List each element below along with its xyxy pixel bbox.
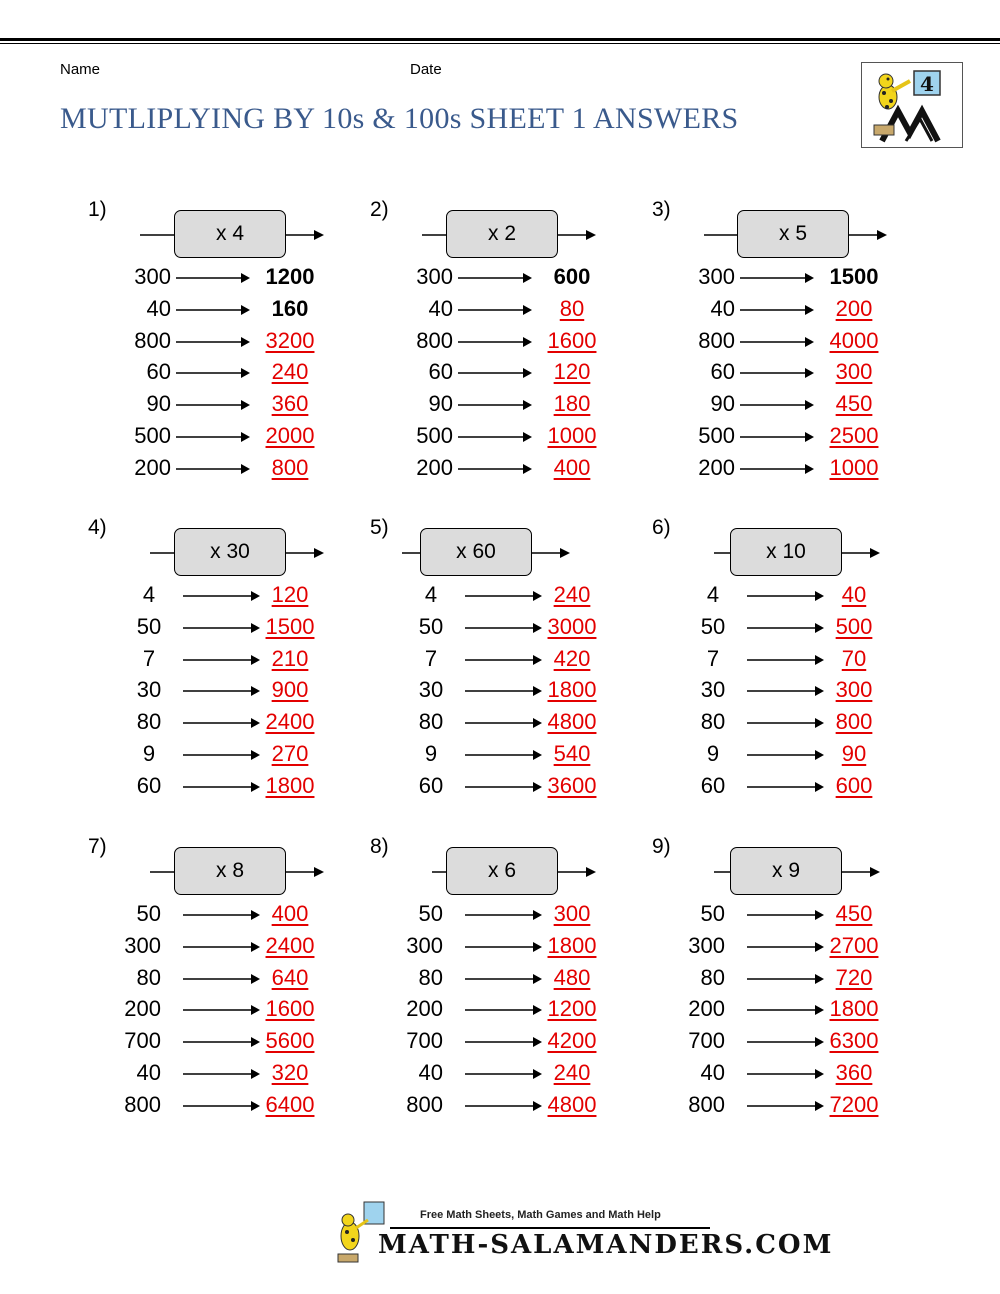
input-value: 40 <box>418 1060 443 1085</box>
answer-value: 240 <box>271 359 309 385</box>
problem-row <box>370 963 640 993</box>
answer-value: 360 <box>835 1060 873 1085</box>
problem-number: 3) <box>652 198 671 221</box>
answer-value: 800 <box>271 454 309 480</box>
problem-row <box>652 262 922 292</box>
multiplier-box: x 6 <box>446 847 558 895</box>
problem-number: 9) <box>652 835 671 858</box>
answer-value: 400 <box>553 454 591 480</box>
problem-row <box>652 931 922 961</box>
answer-value: 540 <box>553 741 591 766</box>
answer-value: 1800 <box>547 932 597 958</box>
salamander-logo-icon <box>862 63 962 147</box>
answer-value: 600 <box>835 772 873 798</box>
problem-row <box>370 771 640 801</box>
answer-value: 320 <box>271 1060 309 1085</box>
input-value: 700 <box>688 1028 725 1054</box>
input-value: 50 <box>136 613 162 639</box>
answer-value: 1000 <box>547 423 597 448</box>
multiplier-box: x 2 <box>446 210 558 258</box>
salamander-logo <box>861 62 963 148</box>
problem-row <box>88 580 358 610</box>
problem-row <box>652 771 922 801</box>
problem-row <box>652 899 922 929</box>
problem-number: 4) <box>88 516 107 539</box>
answer-value: 300 <box>835 359 873 385</box>
problem-row <box>652 994 922 1024</box>
problem-row <box>370 994 640 1024</box>
input-value: 7 <box>706 645 720 671</box>
problem-7 <box>88 835 358 1135</box>
answer-value: 480 <box>553 964 591 990</box>
input-value: 300 <box>688 932 725 958</box>
problem-number: 5) <box>370 516 389 539</box>
footer-brand: MATH-SALAMANDERS.COM <box>378 1230 834 1260</box>
input-value: 80 <box>418 964 443 990</box>
answer-value: 420 <box>553 645 591 671</box>
problem-number: 1) <box>88 198 107 221</box>
input-value: 40 <box>710 295 735 321</box>
input-value: 60 <box>700 772 726 798</box>
name-label: Name <box>60 61 101 78</box>
multiplier-box: x 4 <box>174 210 286 258</box>
input-value: 80 <box>136 964 161 990</box>
problem-row <box>88 644 358 674</box>
input-value: 40 <box>700 1060 725 1085</box>
problem-number: 6) <box>652 516 671 539</box>
input-value: 200 <box>406 996 443 1022</box>
problem-row <box>88 771 358 801</box>
answer-value: 90 <box>841 741 867 766</box>
answer-value: 2700 <box>829 932 879 958</box>
answer-value: 240 <box>553 582 591 607</box>
answer-value: 5600 <box>265 1028 315 1054</box>
problem-row <box>652 963 922 993</box>
input-value: 800 <box>124 1091 161 1117</box>
input-value: 60 <box>418 772 444 798</box>
problem-row <box>652 453 922 483</box>
problem-row <box>88 739 358 769</box>
problem-row <box>370 357 640 387</box>
problem-row <box>370 707 640 737</box>
problem-row <box>88 421 358 451</box>
problem-row <box>370 262 640 292</box>
problem-row <box>370 1090 640 1120</box>
input-value: 300 <box>406 932 443 958</box>
problem-row <box>652 421 922 451</box>
logo-digit: 4 <box>920 72 934 96</box>
answer-value: 4800 <box>547 1091 597 1117</box>
problem-number: 2) <box>370 198 389 221</box>
input-value: 700 <box>406 1028 443 1054</box>
footer-tagline: Free Math Sheets, Math Games and Math Help <box>420 1209 661 1221</box>
problem-row <box>652 326 922 356</box>
input-value: 80 <box>700 709 726 735</box>
problem-row <box>370 389 640 419</box>
input-value: 800 <box>416 327 453 353</box>
problem-number: 7) <box>88 835 107 858</box>
input-value: 40 <box>146 295 171 321</box>
problem-row <box>88 294 358 324</box>
answer-value: 300 <box>553 901 591 926</box>
page-title: MUTLIPLYING BY 10s & 100s SHEET 1 ANSWERS <box>60 102 739 135</box>
input-value: 90 <box>428 391 453 417</box>
problem-row <box>370 294 640 324</box>
input-value: 500 <box>416 423 453 448</box>
problem-row <box>370 1058 640 1088</box>
problem-row <box>88 1026 358 1056</box>
input-value: 80 <box>700 964 725 990</box>
answer-value: 6300 <box>829 1028 879 1054</box>
problem-4 <box>88 516 358 816</box>
problem-2 <box>370 198 640 498</box>
answer-value: 2500 <box>829 423 879 448</box>
input-value: 60 <box>710 359 735 385</box>
problem-row <box>370 453 640 483</box>
multiplier-box: x 5 <box>737 210 849 258</box>
problem-row <box>370 931 640 961</box>
answer-value: 2000 <box>265 423 315 448</box>
input-value: 80 <box>418 709 444 735</box>
input-value: 90 <box>146 391 171 417</box>
input-value: 500 <box>698 423 735 448</box>
problem-6 <box>652 516 922 816</box>
answer-value: 450 <box>835 391 873 417</box>
example-answer: 1200 <box>265 264 315 289</box>
input-value: 30 <box>700 677 726 703</box>
problem-row <box>88 357 358 387</box>
input-value: 60 <box>146 359 171 385</box>
problem-5 <box>370 516 640 816</box>
problem-row <box>370 612 640 642</box>
date-label: Date <box>410 61 442 78</box>
answer-value: 210 <box>271 645 309 671</box>
answer-value: 4800 <box>547 709 597 735</box>
problem-row <box>652 675 922 705</box>
input-value: 50 <box>700 901 725 926</box>
answer-value: 2400 <box>265 709 315 735</box>
input-value: 800 <box>134 327 171 353</box>
footer-rule <box>390 1227 710 1229</box>
answer-value: 500 <box>835 613 873 639</box>
problem-row <box>652 1090 922 1120</box>
input-value: 50 <box>700 613 726 639</box>
input-value: 50 <box>136 901 161 926</box>
input-value: 200 <box>698 454 735 480</box>
answer-value: 3200 <box>265 327 315 353</box>
answer-value: 3600 <box>547 772 597 798</box>
input-value: 90 <box>710 391 735 417</box>
input-value: 300 <box>416 264 453 289</box>
problem-row <box>88 1058 358 1088</box>
answer-value: 1000 <box>829 454 879 480</box>
input-value: 4 <box>142 582 156 607</box>
answer-value: 3000 <box>547 613 597 639</box>
input-value: 7 <box>424 645 438 671</box>
input-value: 4 <box>706 582 720 607</box>
problem-8 <box>370 835 640 1135</box>
multiplier-box: x 8 <box>174 847 286 895</box>
input-value: 40 <box>428 295 453 321</box>
input-value: 500 <box>134 423 171 448</box>
problem-row <box>652 612 922 642</box>
answer-value: 6400 <box>265 1091 315 1117</box>
answer-value: 1800 <box>829 996 879 1022</box>
problem-row <box>88 899 358 929</box>
answer-value: 800 <box>835 709 873 735</box>
footer-salamander-icon <box>330 1200 390 1270</box>
multiplier-box: x 10 <box>730 528 842 576</box>
answer-value: 1800 <box>547 677 597 703</box>
problem-3 <box>652 198 922 498</box>
answer-value: 180 <box>553 391 591 417</box>
problem-row <box>652 357 922 387</box>
answer-value: 360 <box>271 391 309 417</box>
input-value: 30 <box>418 677 444 703</box>
input-value: 60 <box>136 772 162 798</box>
answer-value: 7200 <box>829 1091 879 1117</box>
input-value: 800 <box>698 327 735 353</box>
problem-row <box>88 963 358 993</box>
answer-value: 300 <box>835 677 873 703</box>
problem-row <box>652 1058 922 1088</box>
problem-row <box>88 453 358 483</box>
input-value: 700 <box>124 1028 161 1054</box>
problem-row <box>88 675 358 705</box>
input-value: 200 <box>688 996 725 1022</box>
multiplier-box: x 30 <box>174 528 286 576</box>
problem-row <box>652 294 922 324</box>
problem-row <box>370 675 640 705</box>
input-value: 80 <box>136 709 162 735</box>
answer-value: 400 <box>271 901 309 926</box>
input-value: 200 <box>134 454 171 480</box>
problem-1 <box>88 198 358 498</box>
input-value: 4 <box>424 582 438 607</box>
answer-value: 1500 <box>265 613 315 639</box>
answer-value: 450 <box>835 901 873 926</box>
input-value: 9 <box>706 741 720 766</box>
input-value: 9 <box>142 741 156 766</box>
problem-row <box>88 389 358 419</box>
multiplier-box: x 60 <box>420 528 532 576</box>
answer-value: 80 <box>559 295 585 321</box>
answer-value: 4000 <box>829 327 879 353</box>
answer-value: 70 <box>841 645 867 671</box>
answer-value: 120 <box>271 582 309 607</box>
answer-value: 1600 <box>547 327 597 353</box>
problem-row <box>370 1026 640 1056</box>
problem-row <box>370 326 640 356</box>
answer-value: 720 <box>835 964 873 990</box>
answer-value: 640 <box>271 964 309 990</box>
input-value: 50 <box>418 613 444 639</box>
problem-row <box>652 707 922 737</box>
input-value: 7 <box>142 645 156 671</box>
input-value: 800 <box>406 1091 443 1117</box>
example-answer: 160 <box>271 295 309 321</box>
input-value: 800 <box>688 1091 725 1117</box>
problem-row <box>88 994 358 1024</box>
answer-value: 1800 <box>265 772 315 798</box>
problem-row <box>88 1090 358 1120</box>
problem-row <box>88 326 358 356</box>
top-rule-thin <box>0 43 1000 44</box>
problem-row <box>88 612 358 642</box>
input-value: 60 <box>428 359 453 385</box>
input-value: 200 <box>416 454 453 480</box>
answer-value: 270 <box>271 741 309 766</box>
answer-value: 1200 <box>547 996 597 1022</box>
problem-row <box>88 931 358 961</box>
answer-value: 900 <box>271 677 309 703</box>
answer-value: 4200 <box>547 1028 597 1054</box>
answer-value: 1600 <box>265 996 315 1022</box>
example-answer: 600 <box>553 264 591 289</box>
problem-row <box>370 644 640 674</box>
problem-number: 8) <box>370 835 389 858</box>
answer-value: 240 <box>553 1060 591 1085</box>
problem-9 <box>652 835 922 1135</box>
problem-row <box>370 421 640 451</box>
input-value: 200 <box>124 996 161 1022</box>
answer-value: 40 <box>841 582 867 607</box>
problem-row <box>652 389 922 419</box>
input-value: 300 <box>134 264 171 289</box>
input-value: 9 <box>424 741 438 766</box>
input-value: 40 <box>136 1060 161 1085</box>
problem-row <box>370 739 640 769</box>
problem-row <box>88 262 358 292</box>
input-value: 300 <box>124 932 161 958</box>
multiplier-box: x 9 <box>730 847 842 895</box>
problem-row <box>652 644 922 674</box>
input-value: 50 <box>418 901 443 926</box>
answer-value: 120 <box>553 359 591 385</box>
answer-value: 2400 <box>265 932 315 958</box>
problem-row <box>652 739 922 769</box>
problem-row <box>370 580 640 610</box>
problem-row <box>88 707 358 737</box>
input-value: 300 <box>698 264 735 289</box>
problem-row <box>370 899 640 929</box>
top-rule <box>0 38 1000 41</box>
input-value: 30 <box>136 677 162 703</box>
answer-value: 200 <box>835 295 873 321</box>
example-answer: 1500 <box>829 264 879 289</box>
problem-row <box>652 1026 922 1056</box>
problem-row <box>652 580 922 610</box>
